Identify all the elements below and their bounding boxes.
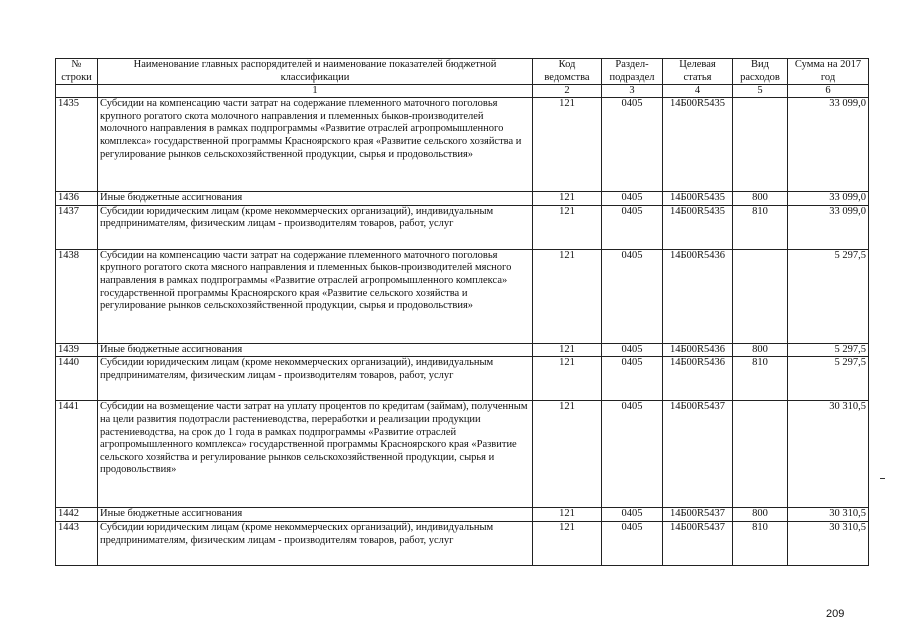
table-row xyxy=(56,205,869,249)
column-number: 1 xyxy=(98,85,533,98)
row-section: 0405 xyxy=(602,508,663,522)
row-number: 1441 xyxy=(56,401,98,508)
budget-table xyxy=(55,58,869,566)
row-expense-type xyxy=(733,249,788,343)
row-target-article: 14Б00R5437 xyxy=(663,521,733,565)
row-expense-type: 800 xyxy=(733,343,788,357)
table-row xyxy=(56,192,869,206)
header-row xyxy=(56,59,869,85)
page-number: 209 xyxy=(826,608,845,620)
row-name: Субсидии на компенсацию части затрат на содержание племенного маточного поголовья крупного рогатого скота мясного направления и племенных быков-производителей мясного направления в рамках подпрограммы «Развитие отраслей агропромышленного комплекса» государственной программы Красноярского края «Развитие сельского хозяйства и регулирование рынков сельскохозяйственной продукции, сырья и продовольствия» xyxy=(98,249,533,343)
row-number: 1437 xyxy=(56,205,98,249)
column-number: 4 xyxy=(663,85,733,98)
row-name: Субсидии на компенсацию части затрат на содержание племенного маточного поголовья крупного рогатого скота молочного направления и племенных быков-производителей молочного направления в рамках подпрограммы «Развитие отраслей агропромышленного комплекса» государственной программы Красноярского края «Развитие сельского хозяйства и регулирование рынков сельскохозяйственной продукции, сырья и продовольствия» xyxy=(98,98,533,192)
row-name: Субсидии на возмещение части затрат на уплату процентов по кредитам (займам), полученным на цели развития подотрасли растениеводства, переработки и реализации продукции растениеводства, на срок до 1 года в рамках подпрограммы «Развитие отраслей агропромышленного комплекса» государственной программы Красноярского края «Развитие сельского хозяйства и регулирование рынков сельскохозяйственной продукции, сырья и продовольствия» xyxy=(98,401,533,508)
table-row xyxy=(56,521,869,565)
row-number: 1435 xyxy=(56,98,98,192)
row-section: 0405 xyxy=(602,521,663,565)
row-number: 1436 xyxy=(56,192,98,206)
row-department-code: 121 xyxy=(533,98,602,192)
row-department-code: 121 xyxy=(533,343,602,357)
column-number-row xyxy=(56,85,869,98)
row-section: 0405 xyxy=(602,98,663,192)
header-sum: Сумма на 2017 год xyxy=(788,59,869,85)
table-row xyxy=(56,98,869,192)
row-sum: 30 310,5 xyxy=(788,521,869,565)
row-sum: 5 297,5 xyxy=(788,343,869,357)
row-expense-type: 810 xyxy=(733,521,788,565)
column-number: 5 xyxy=(733,85,788,98)
row-sum: 33 099,0 xyxy=(788,192,869,206)
row-sum: 33 099,0 xyxy=(788,98,869,192)
row-number: 1442 xyxy=(56,508,98,522)
row-department-code: 121 xyxy=(533,508,602,522)
header-section: Раздел-подраздел xyxy=(602,59,663,85)
column-number: 3 xyxy=(602,85,663,98)
row-number: 1440 xyxy=(56,357,98,401)
row-expense-type: 800 xyxy=(733,192,788,206)
row-sum: 5 297,5 xyxy=(788,249,869,343)
row-department-code: 121 xyxy=(533,192,602,206)
row-target-article: 14Б00R5435 xyxy=(663,98,733,192)
header-name: Наименование главных распорядителей и наименование показателей бюджетной классификации xyxy=(98,59,533,85)
row-number: 1443 xyxy=(56,521,98,565)
column-number xyxy=(56,85,98,98)
row-number: 1438 xyxy=(56,249,98,343)
row-section: 0405 xyxy=(602,357,663,401)
row-section: 0405 xyxy=(602,205,663,249)
header-target-article: Целевая статья xyxy=(663,59,733,85)
table-row xyxy=(56,249,869,343)
table-row xyxy=(56,508,869,522)
row-expense-type xyxy=(733,98,788,192)
row-department-code: 121 xyxy=(533,205,602,249)
row-section: 0405 xyxy=(602,401,663,508)
row-name: Иные бюджетные ассигнования xyxy=(98,508,533,522)
row-expense-type: 810 xyxy=(733,205,788,249)
header-department-code: Код ведомства xyxy=(533,59,602,85)
row-expense-type: 800 xyxy=(733,508,788,522)
row-department-code: 121 xyxy=(533,357,602,401)
row-department-code: 121 xyxy=(533,401,602,508)
column-number: 6 xyxy=(788,85,869,98)
row-target-article: 14Б00R5437 xyxy=(663,401,733,508)
row-name: Субсидии юридическим лицам (кроме некоммерческих организаций), индивидуальным предпринимателям, физическим лицам - производителям товаров, работ, услуг xyxy=(98,205,533,249)
row-target-article: 14Б00R5435 xyxy=(663,205,733,249)
table-row xyxy=(56,343,869,357)
row-name: Субсидии юридическим лицам (кроме некоммерческих организаций), индивидуальным предпринимателям, физическим лицам - производителям товаров, работ, услуг xyxy=(98,357,533,401)
row-expense-type xyxy=(733,401,788,508)
row-sum: 30 310,5 xyxy=(788,401,869,508)
row-number: 1439 xyxy=(56,343,98,357)
table-row xyxy=(56,357,869,401)
table-row xyxy=(56,401,869,508)
row-sum: 33 099,0 xyxy=(788,205,869,249)
row-target-article: 14Б00R5435 xyxy=(663,192,733,206)
margin-mark xyxy=(880,478,885,479)
header-row-number: № строки xyxy=(56,59,98,85)
row-section: 0405 xyxy=(602,249,663,343)
row-name: Иные бюджетные ассигнования xyxy=(98,192,533,206)
row-target-article: 14Б00R5436 xyxy=(663,343,733,357)
header-expense-type: Вид расходов xyxy=(733,59,788,85)
row-name: Иные бюджетные ассигнования xyxy=(98,343,533,357)
row-sum: 30 310,5 xyxy=(788,508,869,522)
row-name: Субсидии юридическим лицам (кроме некоммерческих организаций), индивидуальным предпринимателям, физическим лицам - производителям товаров, работ, услуг xyxy=(98,521,533,565)
row-sum: 5 297,5 xyxy=(788,357,869,401)
column-number: 2 xyxy=(533,85,602,98)
row-department-code: 121 xyxy=(533,521,602,565)
row-target-article: 14Б00R5436 xyxy=(663,249,733,343)
row-expense-type: 810 xyxy=(733,357,788,401)
row-target-article: 14Б00R5437 xyxy=(663,508,733,522)
row-department-code: 121 xyxy=(533,249,602,343)
row-target-article: 14Б00R5436 xyxy=(663,357,733,401)
row-section: 0405 xyxy=(602,192,663,206)
row-section: 0405 xyxy=(602,343,663,357)
